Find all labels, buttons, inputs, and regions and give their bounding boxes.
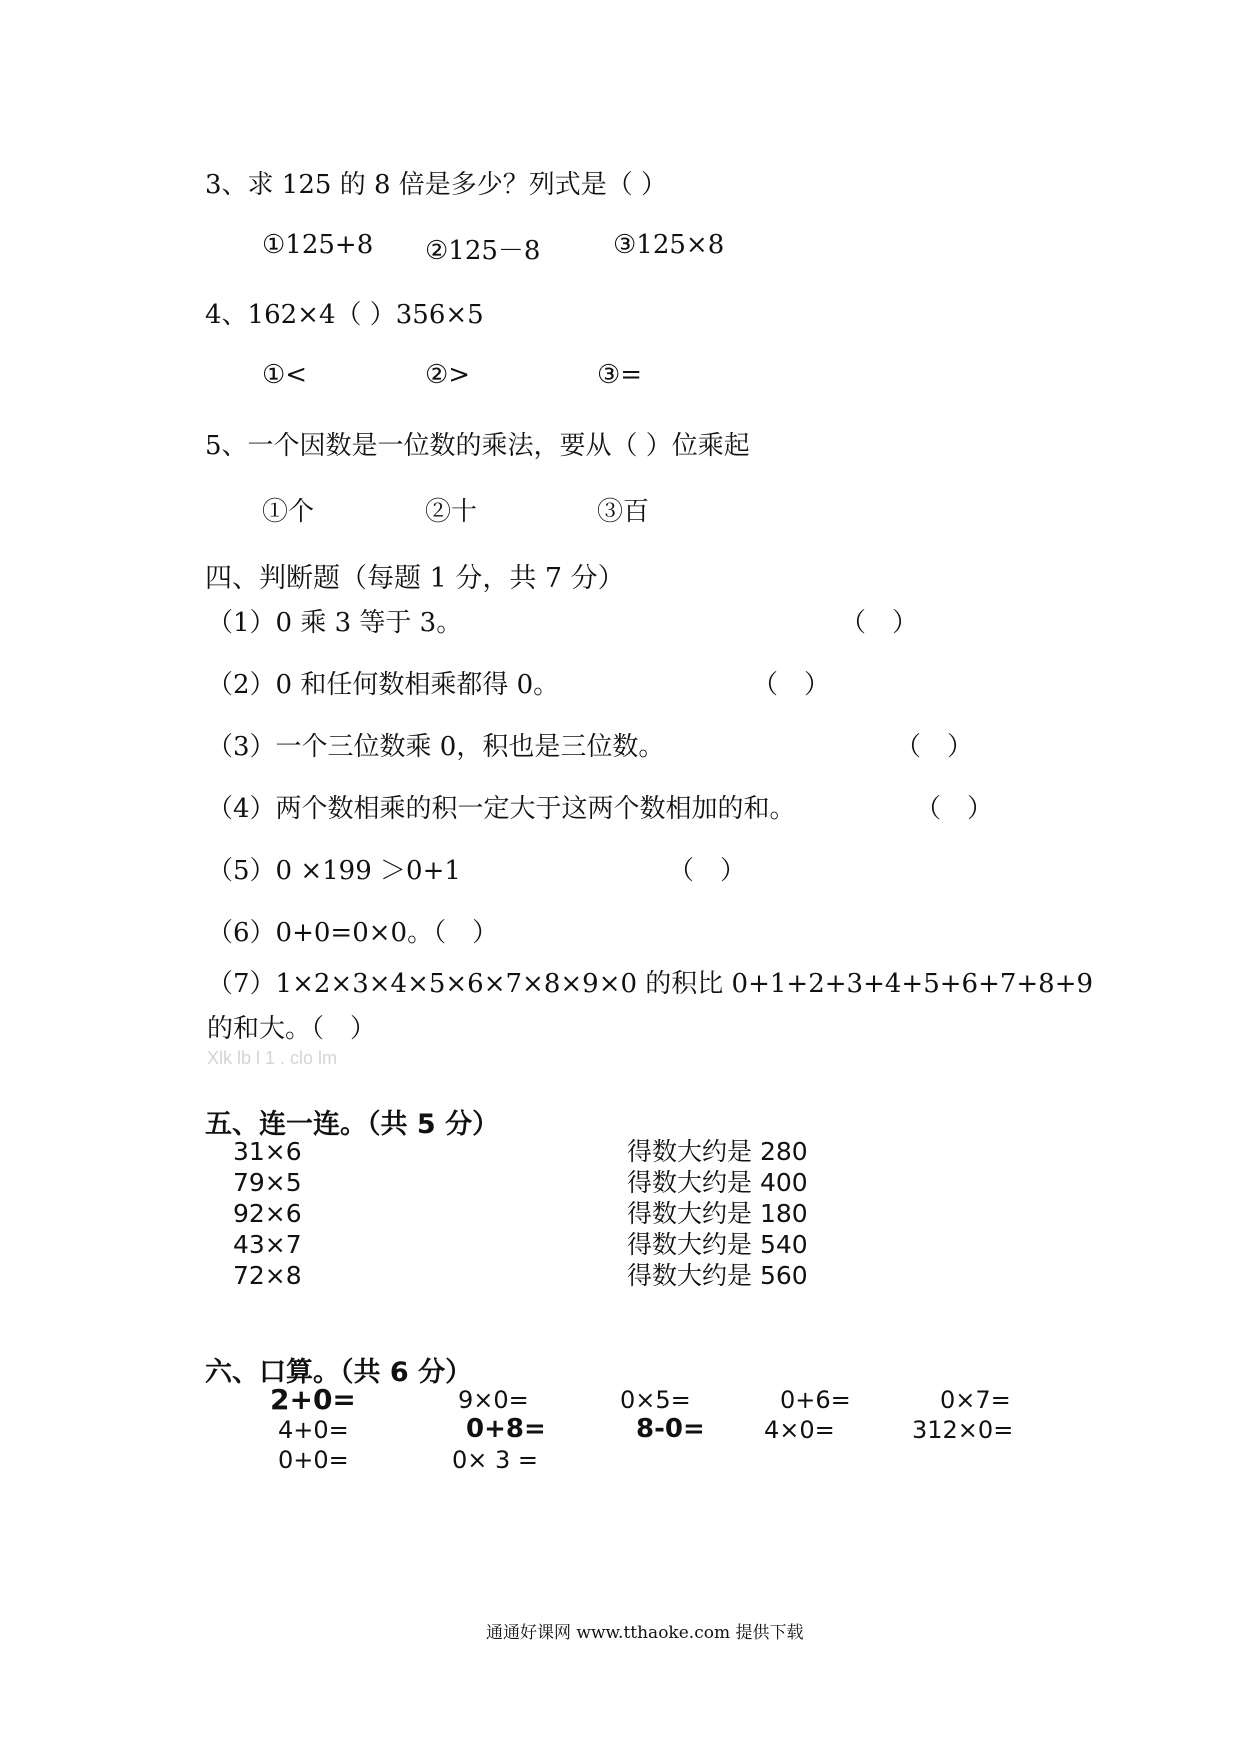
oral-item: 312×0=: [912, 1416, 1014, 1444]
oral-item: 0×7=: [940, 1386, 1011, 1414]
oral-item: 9×0=: [458, 1386, 529, 1414]
match-left-item[interactable]: 31×6: [233, 1137, 302, 1166]
q4-option-1: ①<: [262, 360, 308, 390]
judge-item-3: （3）一个三位数乘 0，积也是三位数。: [207, 732, 665, 762]
match-left-item[interactable]: 92×6: [233, 1199, 302, 1228]
judge-item-2: （2）0 和任何数相乘都得 0。: [207, 670, 560, 700]
match-right-item[interactable]: 得数大约是 560: [627, 1261, 808, 1290]
faint-watermark-text: Xlk lb l 1 . clo lm: [207, 1048, 338, 1068]
match-section-title: 五、连一连。（共 5 分）: [205, 1109, 500, 1140]
oral-item: 0×5=: [620, 1386, 691, 1414]
judge-item-1-blank[interactable]: （ ）: [840, 608, 919, 638]
question-5: 5、一个因数是一位数的乘法，要从（ ）位乘起: [205, 431, 750, 461]
match-left-item[interactable]: 43×7: [233, 1230, 302, 1259]
match-right-item[interactable]: 得数大约是 280: [627, 1137, 808, 1166]
oral-item: 4+0=: [278, 1416, 349, 1444]
match-right-item[interactable]: 得数大约是 400: [627, 1168, 808, 1197]
question-3: 3、求 125 的 8 倍是多少？列式是（ ）: [205, 170, 668, 200]
q4-option-2: ②>: [425, 360, 471, 390]
judge-item-4: （4）两个数相乘的积一定大于这两个数相加的和。: [207, 794, 796, 824]
match-right-item[interactable]: 得数大约是 180: [627, 1199, 808, 1228]
match-left-column: [233, 1136, 302, 1291]
judge-item-7: （7）1×2×3×4×5×6×7×8×9×0 的积比 0+1+2+3+4+5+6+7+8+9: [207, 969, 1094, 999]
oral-item: 0+0=: [278, 1446, 349, 1474]
q5-option-2: ②十: [425, 497, 478, 527]
q5-option-3: ③百: [597, 497, 650, 527]
q3-option-1: ①125+8: [262, 230, 374, 260]
oral-item: 2+0=: [270, 1383, 356, 1416]
judge-item-7-continued: 的和大。（ ）: [207, 1014, 377, 1044]
oral-item: 0+8=: [466, 1414, 546, 1444]
judge-item-3-blank[interactable]: （ ）: [895, 732, 974, 762]
judge-item-6: （6）0+0=0×0。（ ）: [207, 918, 499, 948]
page-footer: 通通好课网 www.tthaoke.com 提供下载: [486, 1623, 804, 1643]
judge-item-1: （1）0 乘 3 等于 3。: [207, 608, 463, 638]
oral-item: 4×0=: [764, 1416, 835, 1444]
match-right-item[interactable]: 得数大约是 540: [627, 1230, 808, 1259]
judge-item-4-blank[interactable]: （ ）: [915, 794, 994, 824]
match-left-item[interactable]: 72×8: [233, 1261, 302, 1290]
q3-option-3: ③125×8: [613, 230, 725, 260]
judge-section-title: 四、判断题（每题 1 分，共 7 分）: [205, 563, 625, 594]
match-right-column: [627, 1136, 808, 1291]
q4-option-3: ③=: [597, 360, 643, 390]
judge-item-5-blank[interactable]: （ ）: [668, 856, 747, 886]
q5-option-1: ①个: [262, 497, 315, 527]
oral-section-title: 六、口算。（共 6 分）: [205, 1357, 473, 1388]
oral-item: 0+6=: [780, 1386, 851, 1414]
judge-item-5: （5）0 ×199 ＞0+1: [207, 856, 461, 886]
judge-item-2-blank[interactable]: （ ）: [752, 670, 831, 700]
match-left-item[interactable]: 79×5: [233, 1168, 302, 1197]
oral-item: 8-0=: [636, 1414, 705, 1444]
question-4: 4、162×4（ ）356×5: [205, 300, 484, 330]
q3-option-2: ②125－8: [425, 236, 541, 266]
oral-item: 0× 3 =: [452, 1446, 539, 1474]
